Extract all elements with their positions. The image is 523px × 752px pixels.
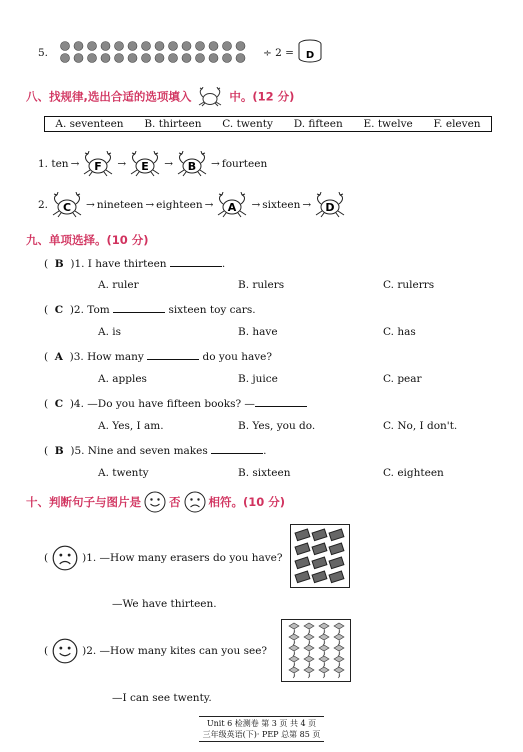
dot [61, 42, 70, 51]
answer-blank [211, 443, 263, 454]
mc5-option-b: B. sixteen [238, 467, 291, 479]
kites-picture [281, 619, 351, 682]
q5-number: 5. [38, 47, 49, 59]
judge-answer-1: —We have thirteen. [112, 598, 217, 610]
mc1-option-a: A. ruler [98, 279, 139, 291]
option-b: B. thirteen [144, 118, 202, 130]
erasers-picture [290, 524, 350, 588]
sad-face-icon [184, 491, 206, 513]
svg-text:E: E [141, 160, 149, 173]
svg-text:C: C [62, 201, 72, 214]
dot [182, 54, 191, 63]
mc2-option-a: A. is [98, 326, 122, 338]
mc2-option-b: B. have [238, 326, 278, 338]
dots-illustration [60, 39, 280, 67]
dot [115, 42, 124, 51]
dot [115, 54, 124, 63]
dot [128, 42, 137, 51]
mc-question-5: ( B )5. Nine and seven makes . [44, 445, 267, 457]
answer-blank [113, 302, 165, 313]
answer-drum [297, 38, 323, 64]
dot [142, 54, 151, 63]
dot [61, 54, 70, 63]
options-box [44, 116, 492, 132]
mc2-option-c: C. has [383, 326, 416, 338]
pattern-line-1: 1. ten → F → E → B → fourteen [38, 151, 267, 177]
mc-question-2: ( C )2. Tom sixteen toy cars. [44, 304, 256, 316]
dot [223, 42, 232, 51]
svg-text:B: B [187, 160, 197, 173]
crab-icon [313, 192, 347, 218]
pattern-line-2: 2. C → nineteen → eighteen → A → sixteen → D [38, 192, 347, 218]
dot [169, 54, 178, 63]
crab-icon [195, 87, 225, 107]
option-c: C. twenty [222, 118, 273, 130]
crab-icon [215, 192, 249, 218]
mc4-option-b: B. Yes, you do. [238, 420, 316, 432]
dot [88, 54, 97, 63]
dot [196, 54, 205, 63]
svg-text:A: A [228, 201, 237, 214]
dot [128, 54, 137, 63]
dot [142, 42, 151, 51]
mc-question-1: ( B )1. I have thirteen . [44, 258, 226, 270]
smiley-face-answer-icon [52, 638, 78, 664]
dot [209, 42, 218, 51]
crab-icon [175, 151, 209, 177]
dot [182, 42, 191, 51]
dot [74, 54, 83, 63]
sad-face-answer-icon [52, 545, 78, 571]
q5-operation: ÷ 2 = [263, 47, 294, 59]
mc-question-3: ( A )3. How many do you have? [44, 351, 273, 363]
answer-blank [170, 256, 222, 267]
svg-text:D: D [305, 50, 315, 61]
dot [169, 42, 178, 51]
dot [196, 42, 205, 51]
crab-icon [128, 151, 162, 177]
dot [101, 42, 110, 51]
mc4-option-c: C. No, I don't. [383, 420, 458, 432]
svg-text:F: F [94, 160, 103, 173]
mc5-option-c: C. eighteen [383, 467, 444, 479]
section9-title: 九、单项选择。(10 分) [26, 233, 149, 247]
mc1-option-c: C. rulerrs [383, 279, 435, 291]
mc4-option-a: A. Yes, I am. [98, 420, 164, 432]
dot [155, 54, 164, 63]
smiley-face-icon [144, 491, 166, 513]
page-footer: Unit 6 检测卷 第 3 页 共 4 页 三年级英语(下)· PEP 总第 85 页 [0, 716, 523, 742]
svg-text:D: D [325, 201, 335, 214]
dot [88, 42, 97, 51]
mc1-option-b: B. rulers [238, 279, 285, 291]
mc3-option-c: C. pear [383, 373, 422, 385]
crab-icon [50, 192, 84, 218]
mc3-option-b: B. juice [238, 373, 278, 385]
section10-title: 十、判断句子与图片是 否 相符。(10 分) [26, 491, 285, 513]
judge-answer-2: —I can see twenty. [112, 692, 212, 704]
dot [223, 54, 232, 63]
mc3-option-a: A. apples [98, 373, 147, 385]
crab-icon [81, 151, 115, 177]
judge-question-2: ( )2. —How many kites can you see? [44, 638, 267, 664]
answer-blank [255, 396, 307, 407]
mc-question-4: ( C )4. —Do you have fifteen books? — [44, 396, 307, 410]
mc5-option-a: A. twenty [98, 467, 149, 479]
answer-blank [147, 349, 199, 360]
option-e: E. twelve [363, 118, 413, 130]
option-d: D. fifteen [293, 118, 343, 130]
dot [209, 54, 218, 63]
dot [236, 54, 245, 63]
option-f: F. eleven [433, 118, 481, 130]
section8-title: 八、找规律,选出合适的选项填入 中。(12 分) [26, 87, 294, 107]
option-a: A. seventeen [55, 118, 124, 130]
dot [236, 42, 245, 51]
dot [155, 42, 164, 51]
judge-question-1: ( )1. —How many erasers do you have? [44, 545, 283, 571]
dot [101, 54, 110, 63]
dot [74, 42, 83, 51]
